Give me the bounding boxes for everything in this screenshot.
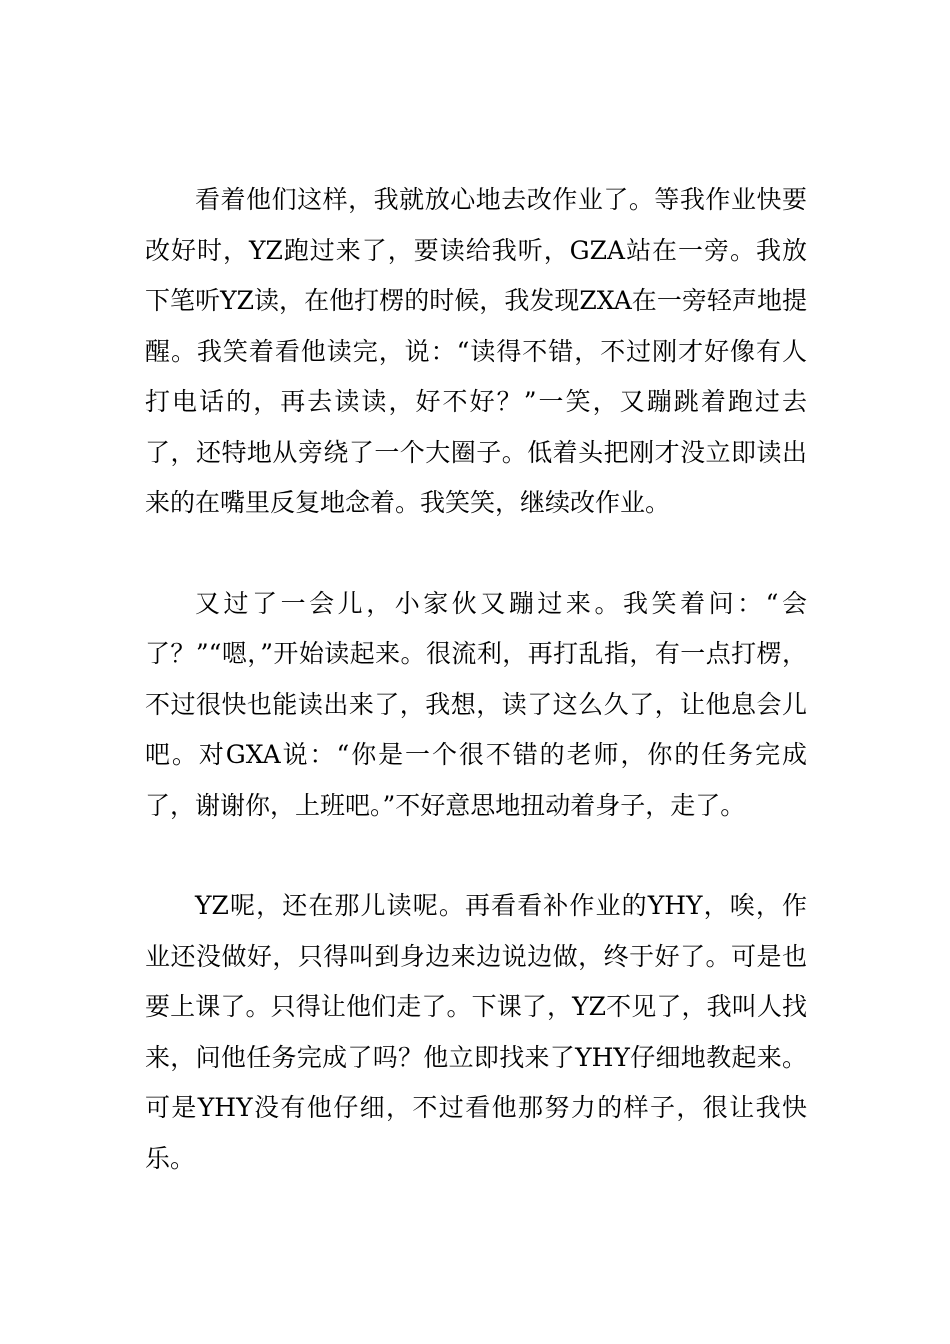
document-body bbox=[145, 175, 807, 1184]
paragraph-1: 看着他们这样，我就放心地去改作业了。等我作业快要改好时，YZ跑过来了，要读给我听，GZA站在一旁。我放下笔听YZ读，在他打楞的时候，我发现ZXA在一旁轻声地提醒。我笑着看他读完，说：“读得不错，不过刚才好像有人打电话的，再去读读，好不好？”一笑，又蹦跳着跑过去了，还特地从旁绕了一个大圈子。低着头把刚才没立即读出来的在嘴里反复地念着。我笑笑，继续改作业。 bbox=[145, 185, 807, 517]
paragraph-3: YZ呢，还在那儿读呢。再看看补作业的YHY，唉，作业还没做好，只得叫到身边来边说边做，终于好了。可是也要上课了。只得让他们走了。下课了，YZ不见了，我叫人找来，问他任务完成了吗？他立即找来了YHY仔细地教起来。可是YHY没有他仔细，不过看他那努力的样子，很让我快乐。 bbox=[145, 891, 807, 1173]
paragraph-2: 又过了一会儿，小家伙又蹦过来。我笑着问：“会了？”“嗯，”开始读起来。很流利，再打乱指，有一点打楞，不过很快也能读出来了，我想，读了这么久了，让他息会儿吧。对GXA说：“你是一个很不错的老师，你的任务完成了，谢谢你，上班吧。”不好意思地扭动着身子，走了。 bbox=[145, 588, 807, 820]
